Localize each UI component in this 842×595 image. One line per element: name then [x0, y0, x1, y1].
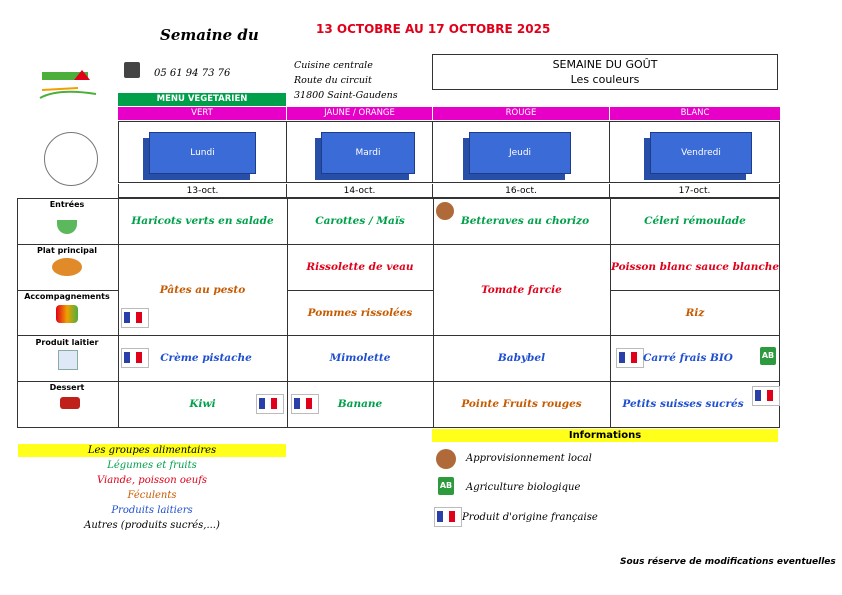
dish-dessert-mardi: Banane: [337, 398, 383, 410]
info-item-france: Produit d'origine française: [462, 512, 598, 523]
day-banner: Lundi: [149, 132, 256, 174]
legend-item-autres: Autres (produits sucrés,...): [84, 520, 220, 531]
color-header-vert: VERT: [118, 107, 286, 120]
dish-laitier-vendredi: Carré frais BIO: [643, 352, 733, 364]
dish-laitier-jeudi: Babybel: [497, 352, 546, 364]
menu-vegetarien-badge: MENU VEGETARIEN: [118, 93, 286, 106]
color-header-blanc: BLANC: [610, 107, 780, 120]
info-title: Informations: [432, 429, 778, 442]
dish-entree-mardi: Carottes / Maïs: [315, 215, 405, 227]
gout-subtitle: Les couleurs: [570, 73, 640, 86]
day-cell-lundi: [118, 121, 287, 183]
day-banner: Jeudi: [469, 132, 571, 174]
info-item-local: Approvisionnement local: [466, 453, 592, 464]
row-label-plat: Plat principal: [36, 246, 98, 255]
dish-dessert-lundi: Kiwi: [189, 398, 216, 410]
organic-ab-icon: AB: [760, 347, 776, 365]
dish-plat-jeudi: Tomate farcie: [481, 284, 562, 296]
organic-ab-icon: AB: [438, 477, 454, 495]
dish-entree-vendredi: Céleri rémoulade: [644, 215, 746, 227]
vegetables-icon: [56, 305, 78, 323]
day-banner: Mardi: [321, 132, 415, 174]
legend-title: Les groupes alimentaires: [18, 444, 286, 457]
dessert-icon: [60, 397, 80, 409]
day-banner: Vendredi: [650, 132, 752, 174]
dairy-icon: [58, 350, 78, 370]
french-origin-icon: [434, 507, 462, 527]
dish-laitier-mardi: Mimolette: [329, 352, 391, 364]
day-cell-mardi: [286, 121, 433, 183]
footnote: Sous réserve de modifications eventuelles: [620, 557, 836, 567]
date-vendredi: 17-oct.: [609, 184, 780, 198]
row-label-dessert: Dessert: [49, 383, 85, 392]
address-line: Route du circuit: [294, 75, 372, 86]
french-origin-icon: [752, 386, 780, 406]
color-header-jaune: JAUNE / ORANGE: [287, 107, 432, 120]
plate-logo-icon: [44, 132, 98, 186]
dish-dessert-vendredi: Petits suisses sucrés: [622, 398, 744, 410]
french-origin-icon: [256, 394, 284, 414]
french-origin-icon: [121, 308, 149, 328]
local-supply-icon: [436, 449, 456, 469]
week-dates: 13 OCTOBRE AU 17 OCTOBRE 2025: [316, 22, 551, 36]
dish-plat-mardi: Rissolette de veau: [306, 261, 414, 273]
day-cell-vendredi: [609, 121, 780, 183]
legend-item-legumes: Légumes et fruits: [107, 460, 197, 471]
address: [294, 58, 398, 103]
logo: [38, 68, 98, 104]
legend-item-viande: Viande, poisson oeufs: [96, 475, 208, 486]
legend-item-feculents: Féculents: [127, 490, 177, 501]
dish-accomp-mardi: Pommes rissolées: [307, 307, 413, 319]
dish-entree-lundi: Haricots verts en salade: [131, 215, 274, 227]
date-mardi: 14-oct.: [286, 184, 433, 198]
dish-laitier-lundi: Crème pistache: [160, 352, 252, 364]
dish-dessert-jeudi: Pointe Fruits rouges: [461, 398, 582, 410]
dish-plat-lundi: Pâtes au pesto: [159, 284, 246, 296]
info-item-bio: Agriculture biologique: [466, 482, 581, 493]
phone-number: 05 61 94 73 76: [154, 68, 231, 79]
dish-plat-vendredi: Poisson blanc sauce blanche: [610, 261, 780, 273]
local-supply-icon: [436, 202, 454, 220]
row-label-entrees: Entrées: [49, 200, 85, 209]
date-lundi: 13-oct.: [118, 184, 287, 198]
date-jeudi: 16-oct.: [432, 184, 610, 198]
legend-item-laitiers: Produits laitiers: [111, 505, 193, 516]
day-cell-jeudi: [432, 121, 610, 183]
logo-icon: [38, 68, 98, 104]
phone-icon: [124, 62, 140, 78]
gout-title: SEMAINE DU GOÛT: [552, 58, 658, 71]
semaine-label: Semaine du: [160, 26, 259, 44]
dish-entree-jeudi: Betteraves au chorizo: [460, 215, 590, 227]
row-label-produit-laitier: Produit laitier: [35, 338, 99, 347]
address-line: 31800 Saint-Gaudens: [294, 90, 398, 101]
color-header-rouge: ROUGE: [433, 107, 609, 120]
row-label-accompagnements: Accompagnements: [24, 292, 110, 301]
semaine-du-gout-box: [432, 54, 778, 90]
chicken-icon: [52, 258, 82, 276]
dish-accomp-vendredi: Riz: [685, 307, 705, 319]
address-line: Cuisine centrale: [294, 60, 373, 71]
